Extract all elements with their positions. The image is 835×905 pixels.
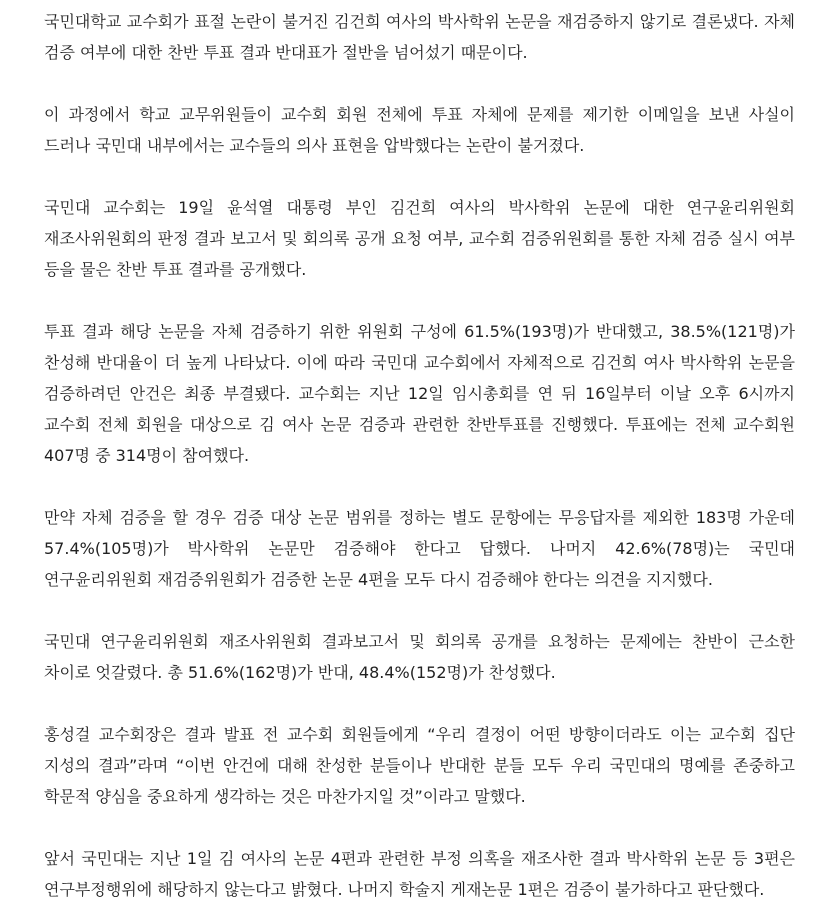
article-paragraph: 국민대학교 교수회가 표절 논란이 불거진 김건희 여사의 박사학위 논문을 재검증하지 않기로 결론냈다. 자체 검증 여부에 대한 찬반 투표 결과 반대표가 절반을 넘어섰기 때문이다. <box>44 12 795 62</box>
article-paragraph: 앞서 국민대는 지난 1일 김 여사의 논문 4편과 관련한 부정 의혹을 재조사한 결과 박사학위 논문 등 3편은 연구부정행위에 해당하지 않는다고 밝혔다. 나머지 학술지 게재논문 1편은 검증이 불가하다고 판단했다. <box>44 849 795 899</box>
article-paragraph: 이 과정에서 학교 교무위원들이 교수회 회원 전체에 투표 자체에 문제를 제기한 이메일을 보낸 사실이 드러나 국민대 내부에서는 교수들의 의사 표현을 압박했다는 논란이 불거졌다. <box>44 105 795 155</box>
article-paragraph: 홍성걸 교수회장은 결과 발표 전 교수회 회원들에게 “우리 결정이 어떤 방향이더라도 이는 교수회 집단 지성의 결과”라며 “이번 안건에 대해 찬성한 분들이나 반대한 분들 모두 우리 국민대의 명예를 존중하고 학문적 양심을 중요하게 생각하는 것은 마찬가지일 것”이라고 말했다. <box>44 725 795 806</box>
article-paragraph: 국민대 교수회는 19일 윤석열 대통령 부인 김건희 여사의 박사학위 논문에 대한 연구윤리위원회 재조사위원회의 판정 결과 보고서 및 회의록 공개 요청 여부, 교수회 검증위원회를 통한 자체 검증 실시 여부 등을 물은 찬반 투표 결과를 공개했다. <box>44 198 795 279</box>
article-paragraph: 만약 자체 검증을 할 경우 검증 대상 논문 범위를 정하는 별도 문항에는 무응답자를 제외한 183명 가운데 57.4%(105명)가 박사학위 논문만 검증해야 한다고 답했다. 나머지 42.6%(78명)는 국민대 연구윤리위원회 재검증위원회가 검증한 논문 4편을 모두 다시 검증해야 한다는 의견을 지지했다. <box>44 508 795 589</box>
article-paragraph: 국민대 연구윤리위원회 재조사위원회 결과보고서 및 회의록 공개를 요청하는 문제에는 찬반이 근소한 차이로 엇갈렸다. 총 51.6%(162명)가 반대, 48.4%(152명)가 찬성했다. <box>44 632 795 682</box>
article-paragraph: 투표 결과 해당 논문을 자체 검증하기 위한 위원회 구성에 61.5%(193명)가 반대했고, 38.5%(121명)가 찬성해 반대율이 더 높게 나타났다. 이에 따라 국민대 교수회에서 자체적으로 김건희 여사 박사학위 논문을 검증하려던 안건은 최종 부결됐다. 교수회는 지난 12일 임시총회를 연 뒤 16일부터 이날 오후 6시까지 교수회 전체 회원을 대상으로 김 여사 논문 검증과 관련한 찬반투표를 진행했다. 투표에는 전체 교수회원 407명 중 314명이 참여했다. <box>44 322 795 465</box>
article-body <box>44 6 795 905</box>
